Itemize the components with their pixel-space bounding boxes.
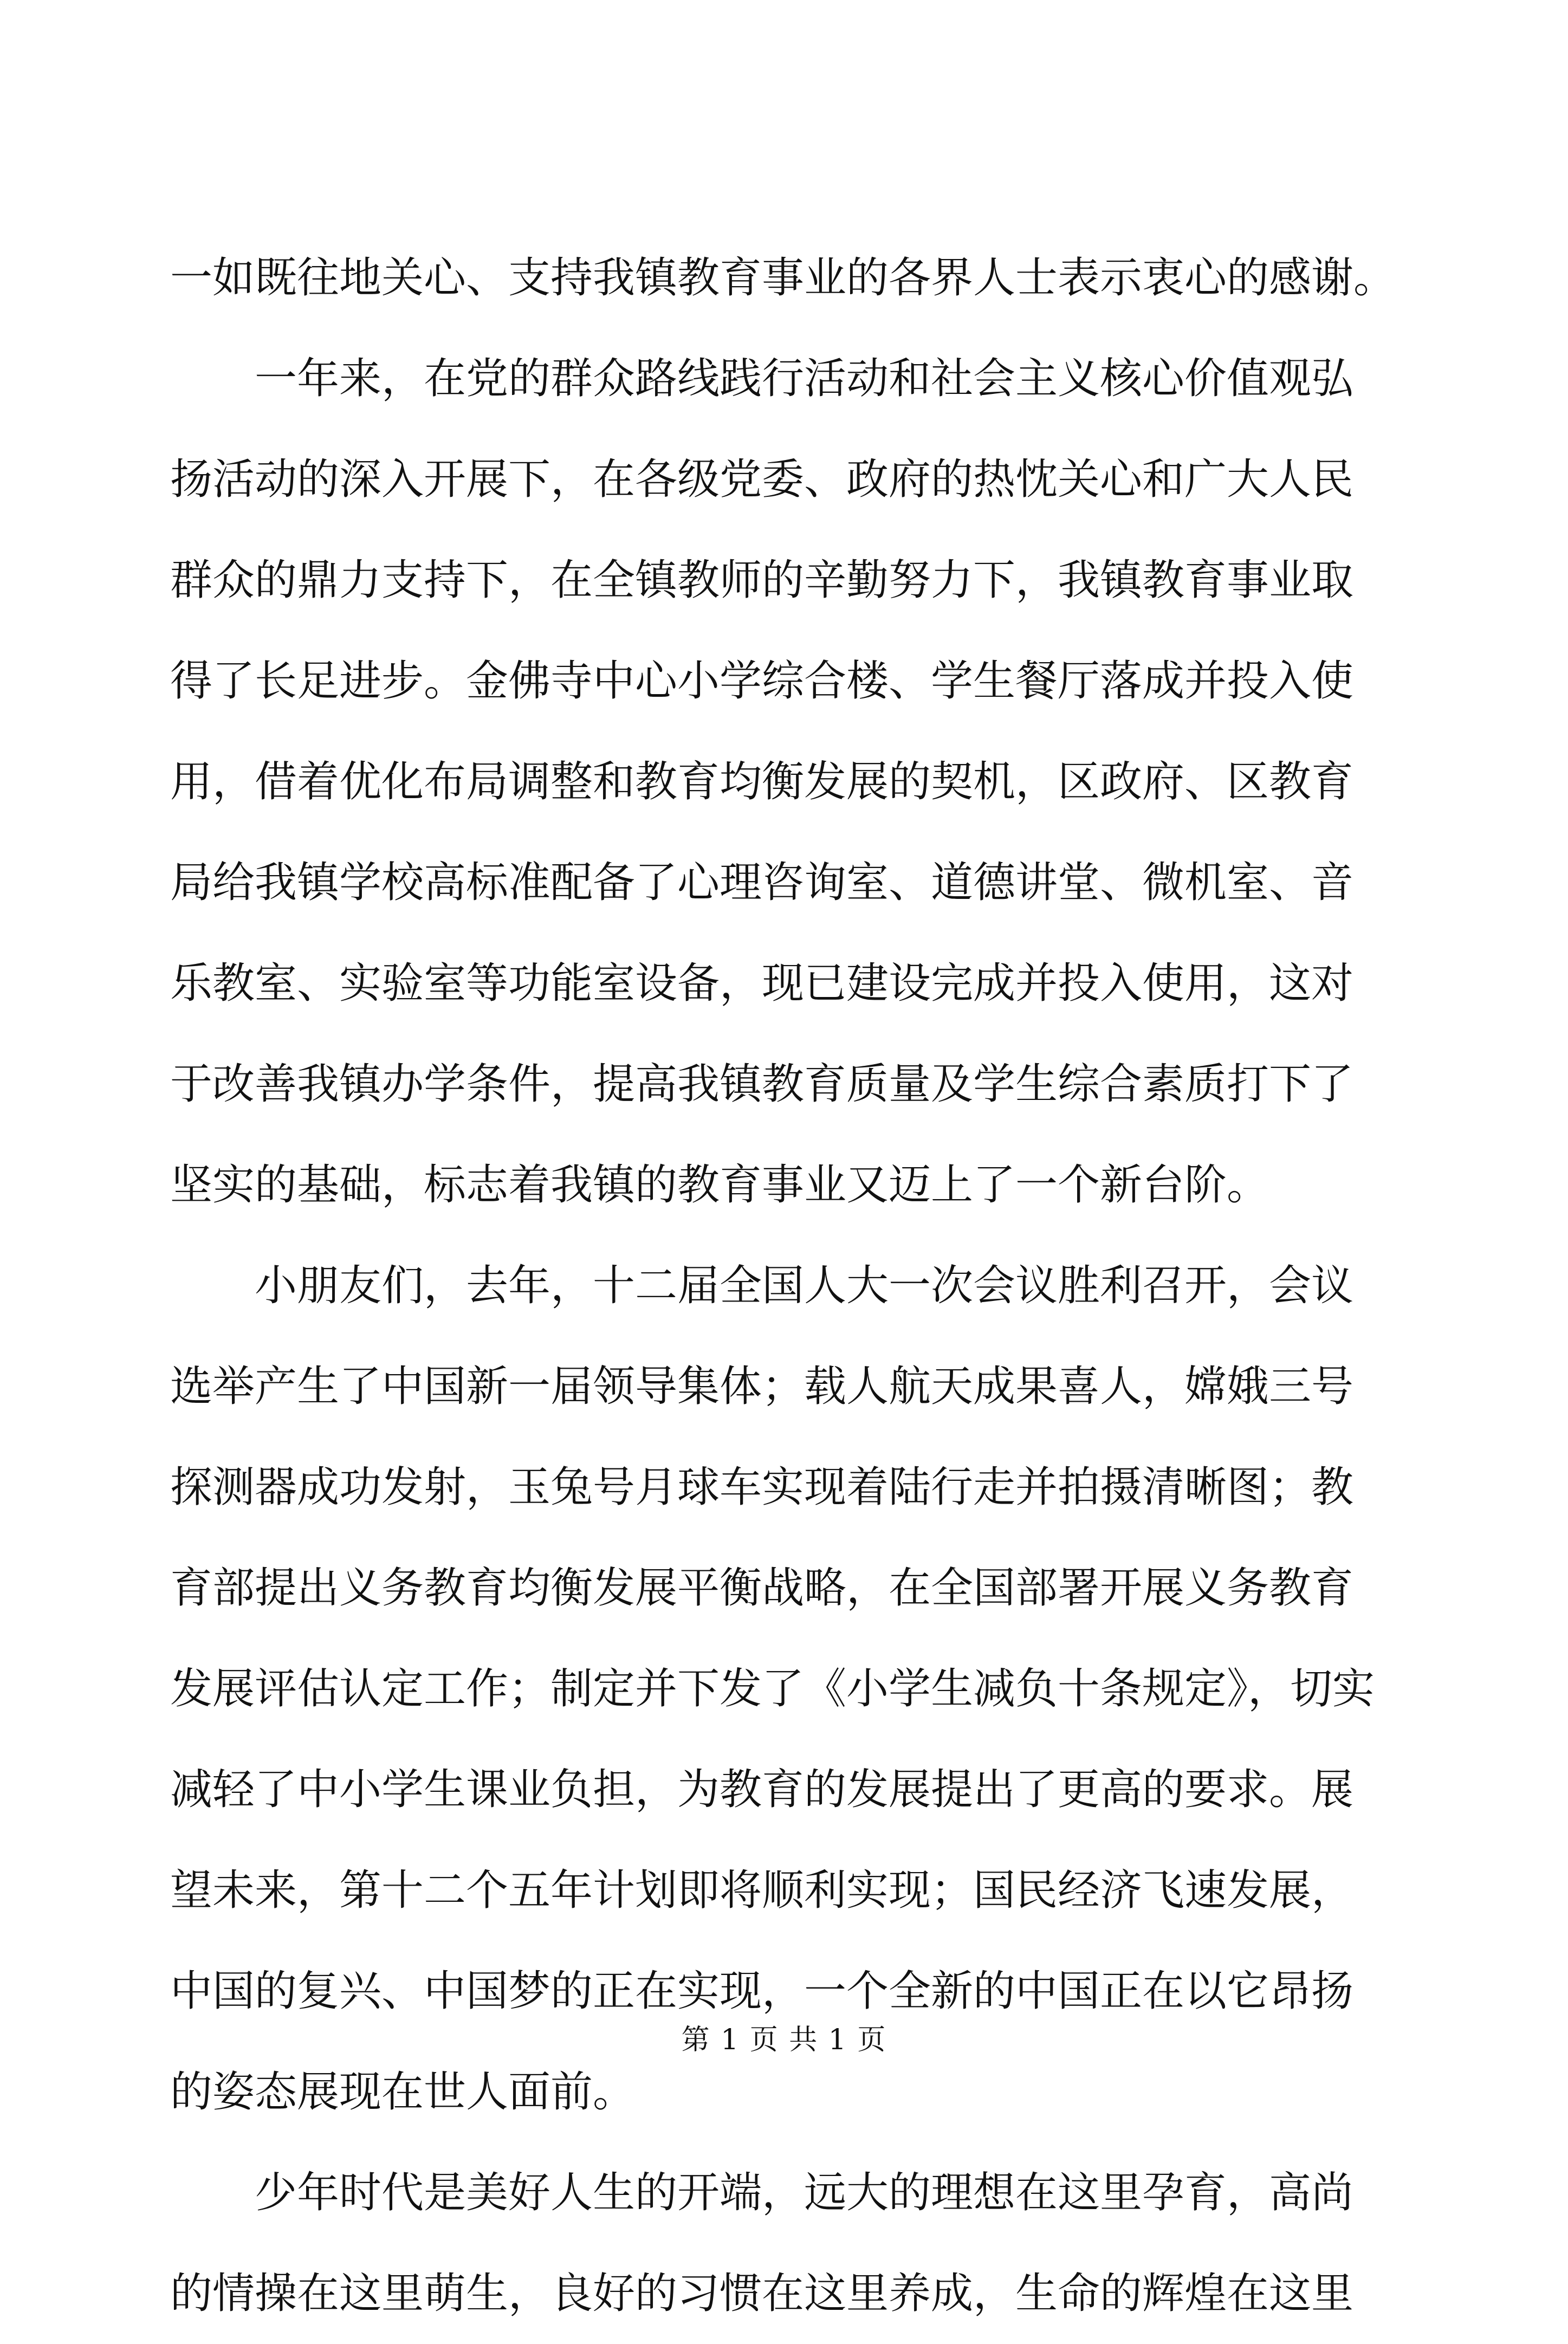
text-line: 群众的鼎力支持下，在全镇教师的辛勤努力下，我镇教育事业取 — [170, 556, 1354, 605]
text-line: 坚实的基础，标志着我镇的教育事业又迈上了一个新台阶。 — [170, 1161, 1269, 1209]
text-line: 少年时代是美好人生的开端，远大的理想在这里孕育，高尚 — [170, 2168, 1354, 2217]
text-line: 用，借着优化布局调整和教育均衡发展的契机，区政府、区教育 — [170, 757, 1354, 806]
text-line: 于改善我镇办学条件，提高我镇教育质量及学生综合素质打下了 — [170, 1060, 1354, 1109]
text-line: 一年来，在党的群众路线践行活动和社会主义核心价值观弘 — [170, 354, 1354, 403]
page-footer: 第 1 页 共 1 页 — [681, 2024, 887, 2056]
text-line: 小朋友们，去年，十二届全国人大一次会议胜利召开，会议 — [170, 1261, 1354, 1310]
text-line: 探测器成功发射，玉兔号月球车实现着陆行走并拍摄清晰图；教 — [170, 1463, 1354, 1512]
text-line: 乐教室、实验室等功能室设备，现已建设完成并投入使用，这对 — [170, 959, 1354, 1008]
text-line: 一如既往地关心、支持我镇教育事业的各界人士表示衷心的感谢。 — [170, 254, 1396, 302]
text-line: 望未来，第十二个五年计划即将顺利实现；国民经济飞速发展， — [170, 1866, 1354, 1915]
text-line: 局给我镇学校高标准配备了心理咨询室、道德讲堂、微机室、音 — [170, 858, 1354, 907]
text-line: 育部提出义务教育均衡发展平衡战略，在全国部署开展义务教育 — [170, 1564, 1354, 1613]
text-line: 的情操在这里萌生，良好的习惯在这里养成，生命的辉煌在这里 — [170, 2269, 1354, 2318]
text-line: 扬活动的深入开展下，在各级党委、政府的热忱关心和广大人民 — [170, 455, 1354, 504]
text-line: 减轻了中小学生课业负担，为教育的发展提出了更高的要求。展 — [170, 1765, 1354, 1814]
text-line: 发展评估认定工作；制定并下发了《小学生减负十条规定》，切实 — [170, 1665, 1375, 1713]
text-line: 得了长足进步。金佛寺中心小学综合楼、学生餐厅落成并投入使 — [170, 657, 1354, 705]
text-line: 选举产生了中国新一届领导集体；载人航天成果喜人，嫦娥三号 — [170, 1362, 1354, 1411]
text-line: 的姿态展现在世人面前。 — [170, 2068, 636, 2116]
text-line: 中国的复兴、中国梦的正在实现，一个全新的中国正在以它昂扬 — [170, 1967, 1354, 2016]
